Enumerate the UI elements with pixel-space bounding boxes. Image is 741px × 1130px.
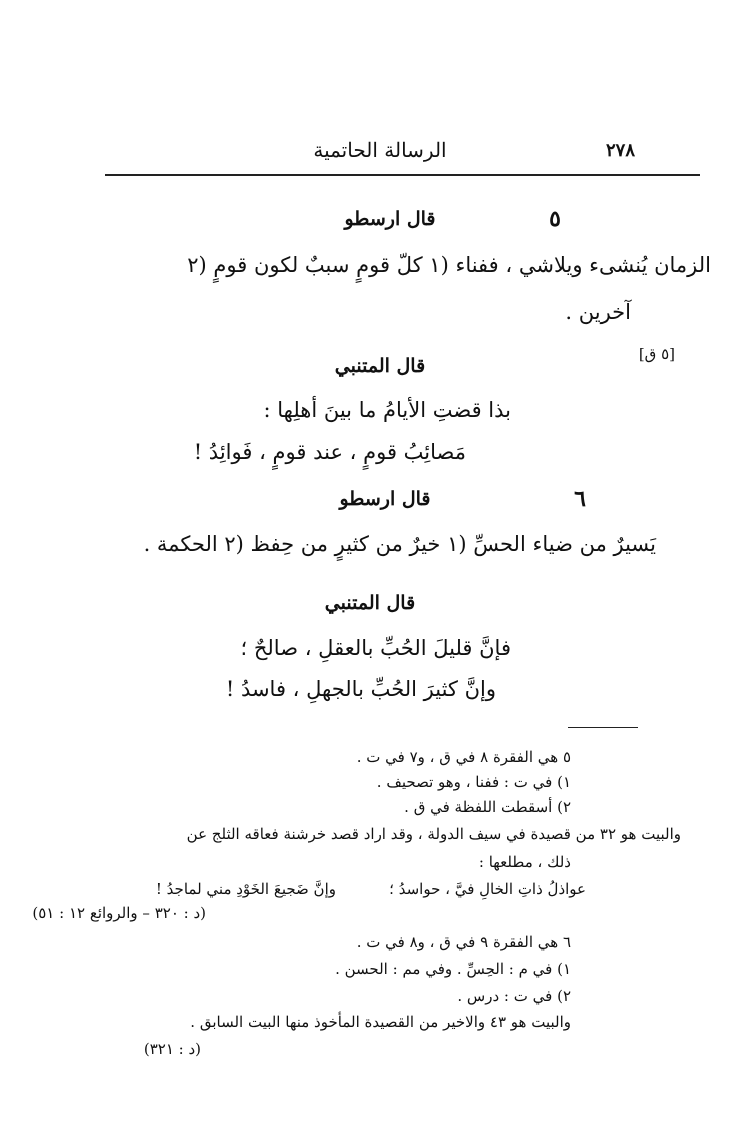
- section-6-text-line-1: يَسيرٌ من ضياء الحسِّ (١ خيرٌ من كثيرٍ من حِفظ (٢ الحكمة .: [143, 532, 656, 556]
- section-number-6: ٦: [574, 486, 586, 512]
- header-rule: [105, 174, 700, 176]
- section-heading-aristotle-6: قال ارسطو: [339, 488, 431, 510]
- verse-2-line-1: فإنَّ قليلَ الحُبِّ بالعقلِ ، صالحٌ ؛: [240, 636, 511, 660]
- verse-1-line-1: بذا قضتِ الأيامُ ما بينَ أهلِها :: [263, 398, 511, 422]
- footnote-rule: [568, 727, 638, 728]
- footnote-6-1: ١) في م : الحِسِّ . وفي مم : الحسن .: [335, 960, 571, 978]
- page-number: ٢٧٨: [605, 140, 635, 161]
- footnote-5-verse-source-cont: ذلك ، مطلعها :: [478, 853, 571, 871]
- footnote-5-verse-source: والبيت هو ٣٢ من قصيدة في سيف الدولة ، وقد اراد قصد خرشنة فعاقه الثلج عن: [186, 825, 681, 843]
- footnote-6-intro: ٦ هي الفقرة ٩ في ق ، و٨ في ت .: [356, 933, 571, 951]
- footnote-5-verse-hemistich-1: عواذلُ ذاتِ الخالِ فيَّ ، حواسدُ ؛: [389, 880, 586, 898]
- footnote-5-reference: (د : ٣٢٠ – والروائع ١٢ : ٥١): [32, 904, 206, 922]
- footnote-5-intro: ٥ هي الفقرة ٨ في ق ، و٧ في ت .: [356, 748, 571, 766]
- section-heading-mutanabbi-2: قال المتنبي: [324, 592, 416, 614]
- section-heading-mutanabbi-1: قال المتنبي: [334, 355, 426, 377]
- footnote-6-reference: (د : ٣٢١): [143, 1040, 201, 1058]
- section-heading-aristotle-5: قال ارسطو: [344, 208, 436, 230]
- footnote-5-2: ٢) أسقطت اللفظة في ق .: [404, 798, 571, 816]
- section-5-text-line-1: الزمان يُنشىء ويلاشي ، ففناء (١ كلّ قومٍ سببٌ لكون قومٍ (٢: [187, 253, 711, 277]
- running-title: الرسالة الحاتمية: [313, 138, 447, 162]
- verse-1-line-2: مَصائِبُ قومٍ ، عند قومٍ ، فَوائِدُ !: [193, 440, 466, 464]
- footnote-5-verse-hemistich-2: وإنَّ ضَجيعَ الخَوْدِ مني لماجدُ !: [155, 880, 336, 898]
- section-number-5: ٥: [549, 206, 561, 232]
- verse-2-line-2: وإنَّ كثيرَ الحُبِّ بالجهلِ ، فاسدُ !: [225, 677, 496, 701]
- footnote-6-verse-source: والبيت هو ٤٣ والاخير من القصيدة المأخوذ منها البيت السابق .: [190, 1013, 571, 1031]
- footnote-6-2: ٢) في ت : درس .: [457, 987, 571, 1005]
- footnote-5-1: ١) في ت : ففنا ، وهو تصحيف .: [376, 773, 571, 791]
- marginal-reference: [٥ ق]: [638, 345, 675, 363]
- section-5-text-line-2: آخرين .: [565, 300, 631, 324]
